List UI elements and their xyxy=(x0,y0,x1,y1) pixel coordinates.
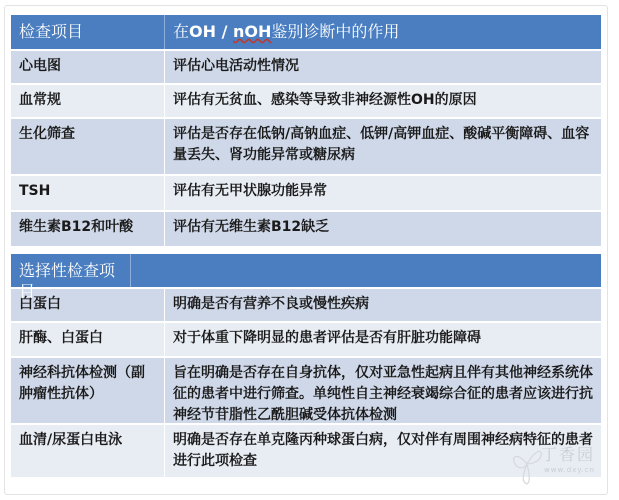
header-role xyxy=(131,254,601,287)
table-row xyxy=(11,358,601,425)
role-cell: 评估有无维生素B12缺乏 xyxy=(173,219,330,235)
item-cell: 血清/尿蛋白电泳 xyxy=(11,425,165,477)
role-cell: 明确是否有营养不良或慢性疾病 xyxy=(173,296,369,312)
item-cell: TSH xyxy=(11,176,165,210)
watermark-url: www.dxy.cn xyxy=(544,466,595,474)
header-item: 选择性检查项目 xyxy=(11,254,131,287)
role-cell: 对于体重下降明显的患者评估是否有肝脏功能障碍 xyxy=(173,330,481,346)
table-row xyxy=(11,289,601,323)
role-cell: 明确是否存在单克隆丙种球蛋白病，仅对伴有周围神经病特征的患者进行此项检查 xyxy=(173,432,593,469)
role-cell: 评估有无甲状腺功能异常 xyxy=(173,183,327,199)
table-header xyxy=(11,15,601,51)
item-cell: 维生素B12和叶酸 xyxy=(11,212,165,246)
role-cell: 评估心电活动性情况 xyxy=(173,58,299,74)
item-cell: 心电图 xyxy=(11,51,165,83)
item-cell: 神经科抗体检测（副肿瘤性抗体） xyxy=(11,358,165,423)
item-cell: 血常规 xyxy=(11,85,165,117)
table-row xyxy=(11,176,601,212)
table-row xyxy=(11,212,601,248)
watermark-name: 丁香园 xyxy=(540,445,595,464)
table-row xyxy=(11,85,601,119)
header-role: 在OH / nOH鉴别诊断中的作用 xyxy=(173,22,400,41)
header-item: 检查项目 xyxy=(11,15,165,49)
item-cell: 白蛋白 xyxy=(11,289,165,321)
role-cell: 旨在明确是否存在自身抗体，仅对亚急性起病且伴有其他神经系统体征的患者中进行筛查。单纯性自主神经衰竭综合征的患者应该进行抗神经节苷脂性乙酰胆碱受体抗体检测 xyxy=(173,365,593,423)
table-row xyxy=(11,119,601,176)
item-cell: 生化筛查 xyxy=(11,119,165,174)
table-header xyxy=(11,254,601,301)
role-cell: 评估是否存在低钠/高钠血症、低钾/高钾血症、酸碱平衡障碍、血容量丢失、肾功能异常或糖尿病 xyxy=(173,126,590,163)
table-row xyxy=(11,51,601,85)
watermark xyxy=(507,442,597,492)
table-basic-tests xyxy=(11,15,601,248)
table-row xyxy=(11,323,601,358)
role-cell: 评估有无贫血、感染等导致非神经源性OH的原因 xyxy=(173,92,477,108)
item-cell: 肝酶、白蛋白 xyxy=(11,323,165,356)
